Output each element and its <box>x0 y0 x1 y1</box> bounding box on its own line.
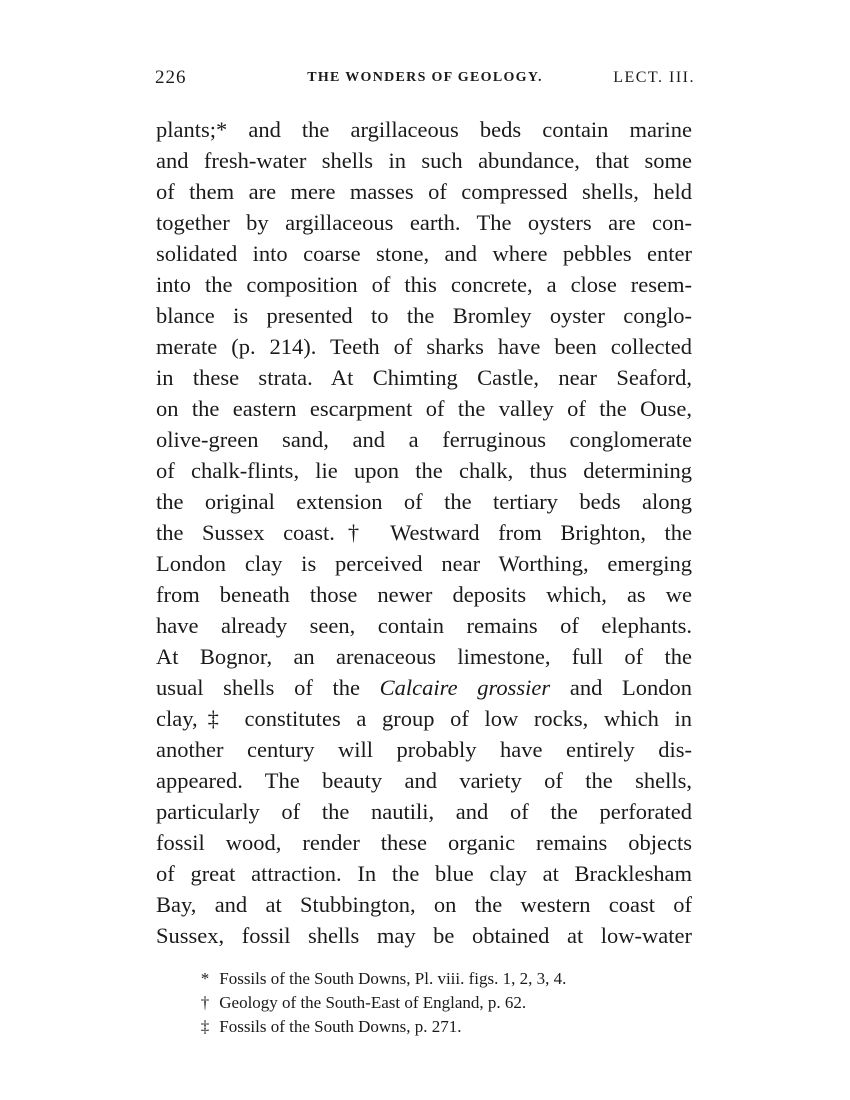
text-line: together by argillaceous earth. The oysters are con- <box>156 210 692 235</box>
text-line: olive-green sand, and a ferruginous conglomerate <box>156 427 692 452</box>
text-line: clay,‡ constitutes a group of low rocks, which in <box>156 706 692 731</box>
text-line: fossil wood, render these organic remains objects <box>156 830 692 855</box>
text-line: London clay is perceived near Worthing, emerging <box>156 551 692 576</box>
text-line: the Sussex coast.† Westward from Brighton, the <box>156 520 692 545</box>
text-line-with-italic <box>156 672 692 703</box>
body-text <box>156 114 692 951</box>
text-line: into the composition of this concrete, a close resem- <box>156 272 692 297</box>
text-line: and fresh-water shells in such abundance, that some <box>156 148 692 173</box>
text-line: of great attraction. In the blue clay at Bracklesham <box>156 861 692 886</box>
text-line: blance is presented to the Bromley oyster conglo- <box>156 303 692 328</box>
footnote <box>195 991 665 1015</box>
text-line: of them are mere masses of compressed shells, held <box>156 179 692 204</box>
footnote <box>195 967 665 991</box>
text-line: At Bognor, an arenaceous limestone, full of the <box>156 644 692 669</box>
footnote-mark: * <box>200 969 210 988</box>
footnote-text: Fossils of the South Downs, Pl. viii. figs. 1, 2, 3, 4. <box>219 969 567 988</box>
text-line: plants;* and the argillaceous beds contain marine <box>156 117 692 142</box>
footnote-mark: † <box>200 993 210 1012</box>
text-line: have already seen, contain remains of elephants. <box>156 613 692 638</box>
footnotes <box>195 967 665 1039</box>
text-line: of chalk-flints, lie upon the chalk, thus determining <box>156 458 692 483</box>
text-line: appeared. The beauty and variety of the shells, <box>156 768 692 793</box>
text-segment: and London <box>550 675 692 700</box>
italic-term: Calcaire grossier <box>379 675 551 700</box>
running-title: THE WONDERS OF GEOLOGY. <box>307 70 543 85</box>
text-line: merate (p. 214). Teeth of sharks have been collected <box>156 334 692 359</box>
text-line: from beneath those newer deposits which, as we <box>156 582 692 607</box>
lecture-label: LECT. III. <box>613 69 695 86</box>
running-header <box>155 66 695 90</box>
footnote <box>195 1015 665 1039</box>
text-line: solidated into coarse stone, and where pebbles enter <box>156 241 692 266</box>
text-line: the original extension of the tertiary beds along <box>156 489 692 514</box>
text-line: Bay, and at Stubbington, on the western coast of <box>156 892 692 917</box>
footnote-mark: ‡ <box>200 1017 210 1036</box>
text-line: particularly of the nautili, and of the perforated <box>156 799 692 824</box>
text-line: on the eastern escarpment of the valley of the Ouse, <box>156 396 692 421</box>
footnote-text: Fossils of the South Downs, p. 271. <box>219 1017 462 1036</box>
page-number: 226 <box>155 67 187 88</box>
text-line: Sussex, fossil shells may be obtained at low-water <box>156 923 692 948</box>
footnote-text: Geology of the South-East of England, p. 62. <box>219 993 527 1012</box>
text-line: in these strata. At Chimting Castle, near Seaford, <box>156 365 692 390</box>
text-segment: usual shells of the <box>156 675 380 700</box>
text-line: another century will probably have entirely dis- <box>156 737 692 762</box>
